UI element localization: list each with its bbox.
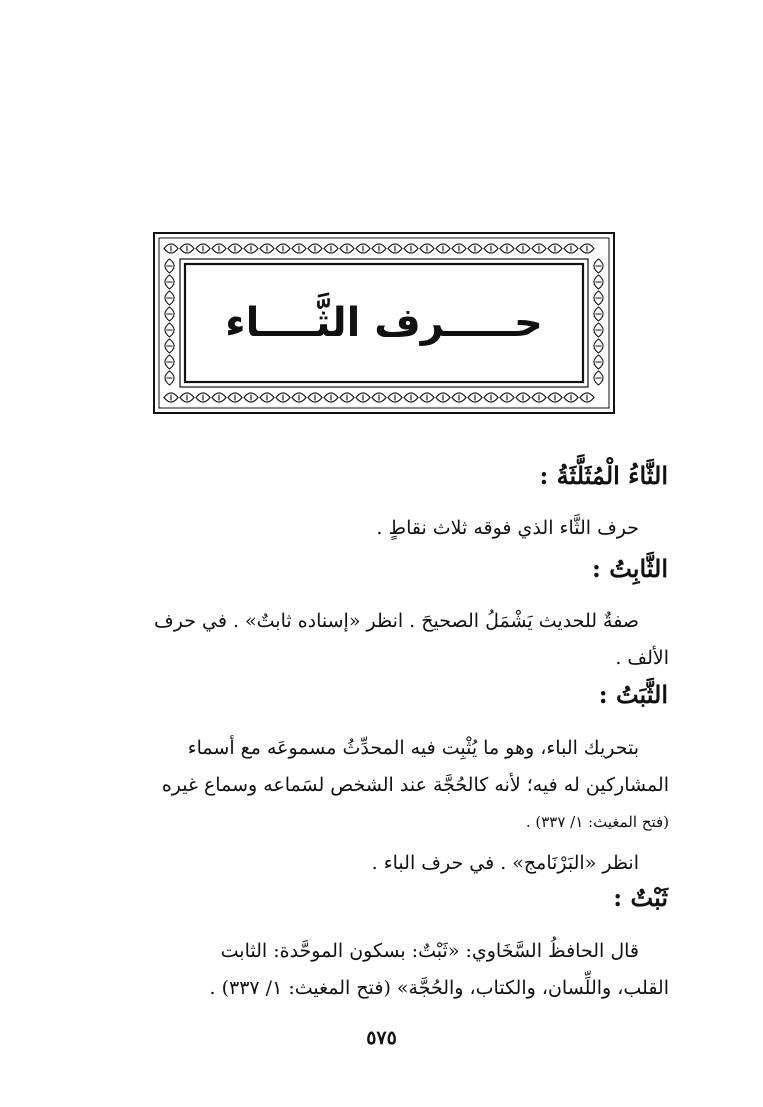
entry-body <box>91 603 669 677</box>
entry-heading: الثَّابِتُ : <box>592 554 668 583</box>
entry-line: القلب، واللِّسان، والكتاب، والحُجَّة» (فتح المغيث: ١/ ٣٣٧) . <box>209 977 669 999</box>
entry-line: انظر «البَرْنَامج» . في حرف الباء . <box>371 852 639 874</box>
entry-heading: الثَّبَتُ : <box>598 680 668 709</box>
entry-body <box>91 933 669 1007</box>
entry-line: بتحريك الباء، وهو ما يُثْبِت فيه المحدِّثُ مسموعَه مع أسماء <box>187 737 639 759</box>
chapter-title: حـــــرف الثَّــــاء <box>225 300 543 346</box>
entry-line: قال الحافظُ السَّخَاوي: «ثَبْتٌ: بسكون الموحَّدة: الثابت <box>220 940 639 962</box>
entry-line: صفةٌ للحديث يَشْمَلُ الصحيحَ . انظر «إسناده ثابتٌ» . في حرف <box>154 610 639 632</box>
page-number: ٥٧٥ <box>366 1027 397 1049</box>
entry-heading: ثَبْتٌ : <box>613 883 668 912</box>
entry-line: (فتح المغيث: ١/ ٣٣٧) . <box>525 813 669 831</box>
entry-body <box>91 510 669 547</box>
entry-line: المشاركين له فيه؛ لأنه كالحُجَّة عند الشخص لسَماعه وسماع غيره <box>161 774 669 796</box>
entry-line: الألف . <box>615 647 669 669</box>
entry-body <box>91 730 669 882</box>
entry-heading: الثَّاءُ الْمُثَلَّثَةُ : <box>539 461 668 490</box>
entry-line: حرف الثَّاء الذي فوقه ثلاث نقاطٍ . <box>376 517 639 539</box>
